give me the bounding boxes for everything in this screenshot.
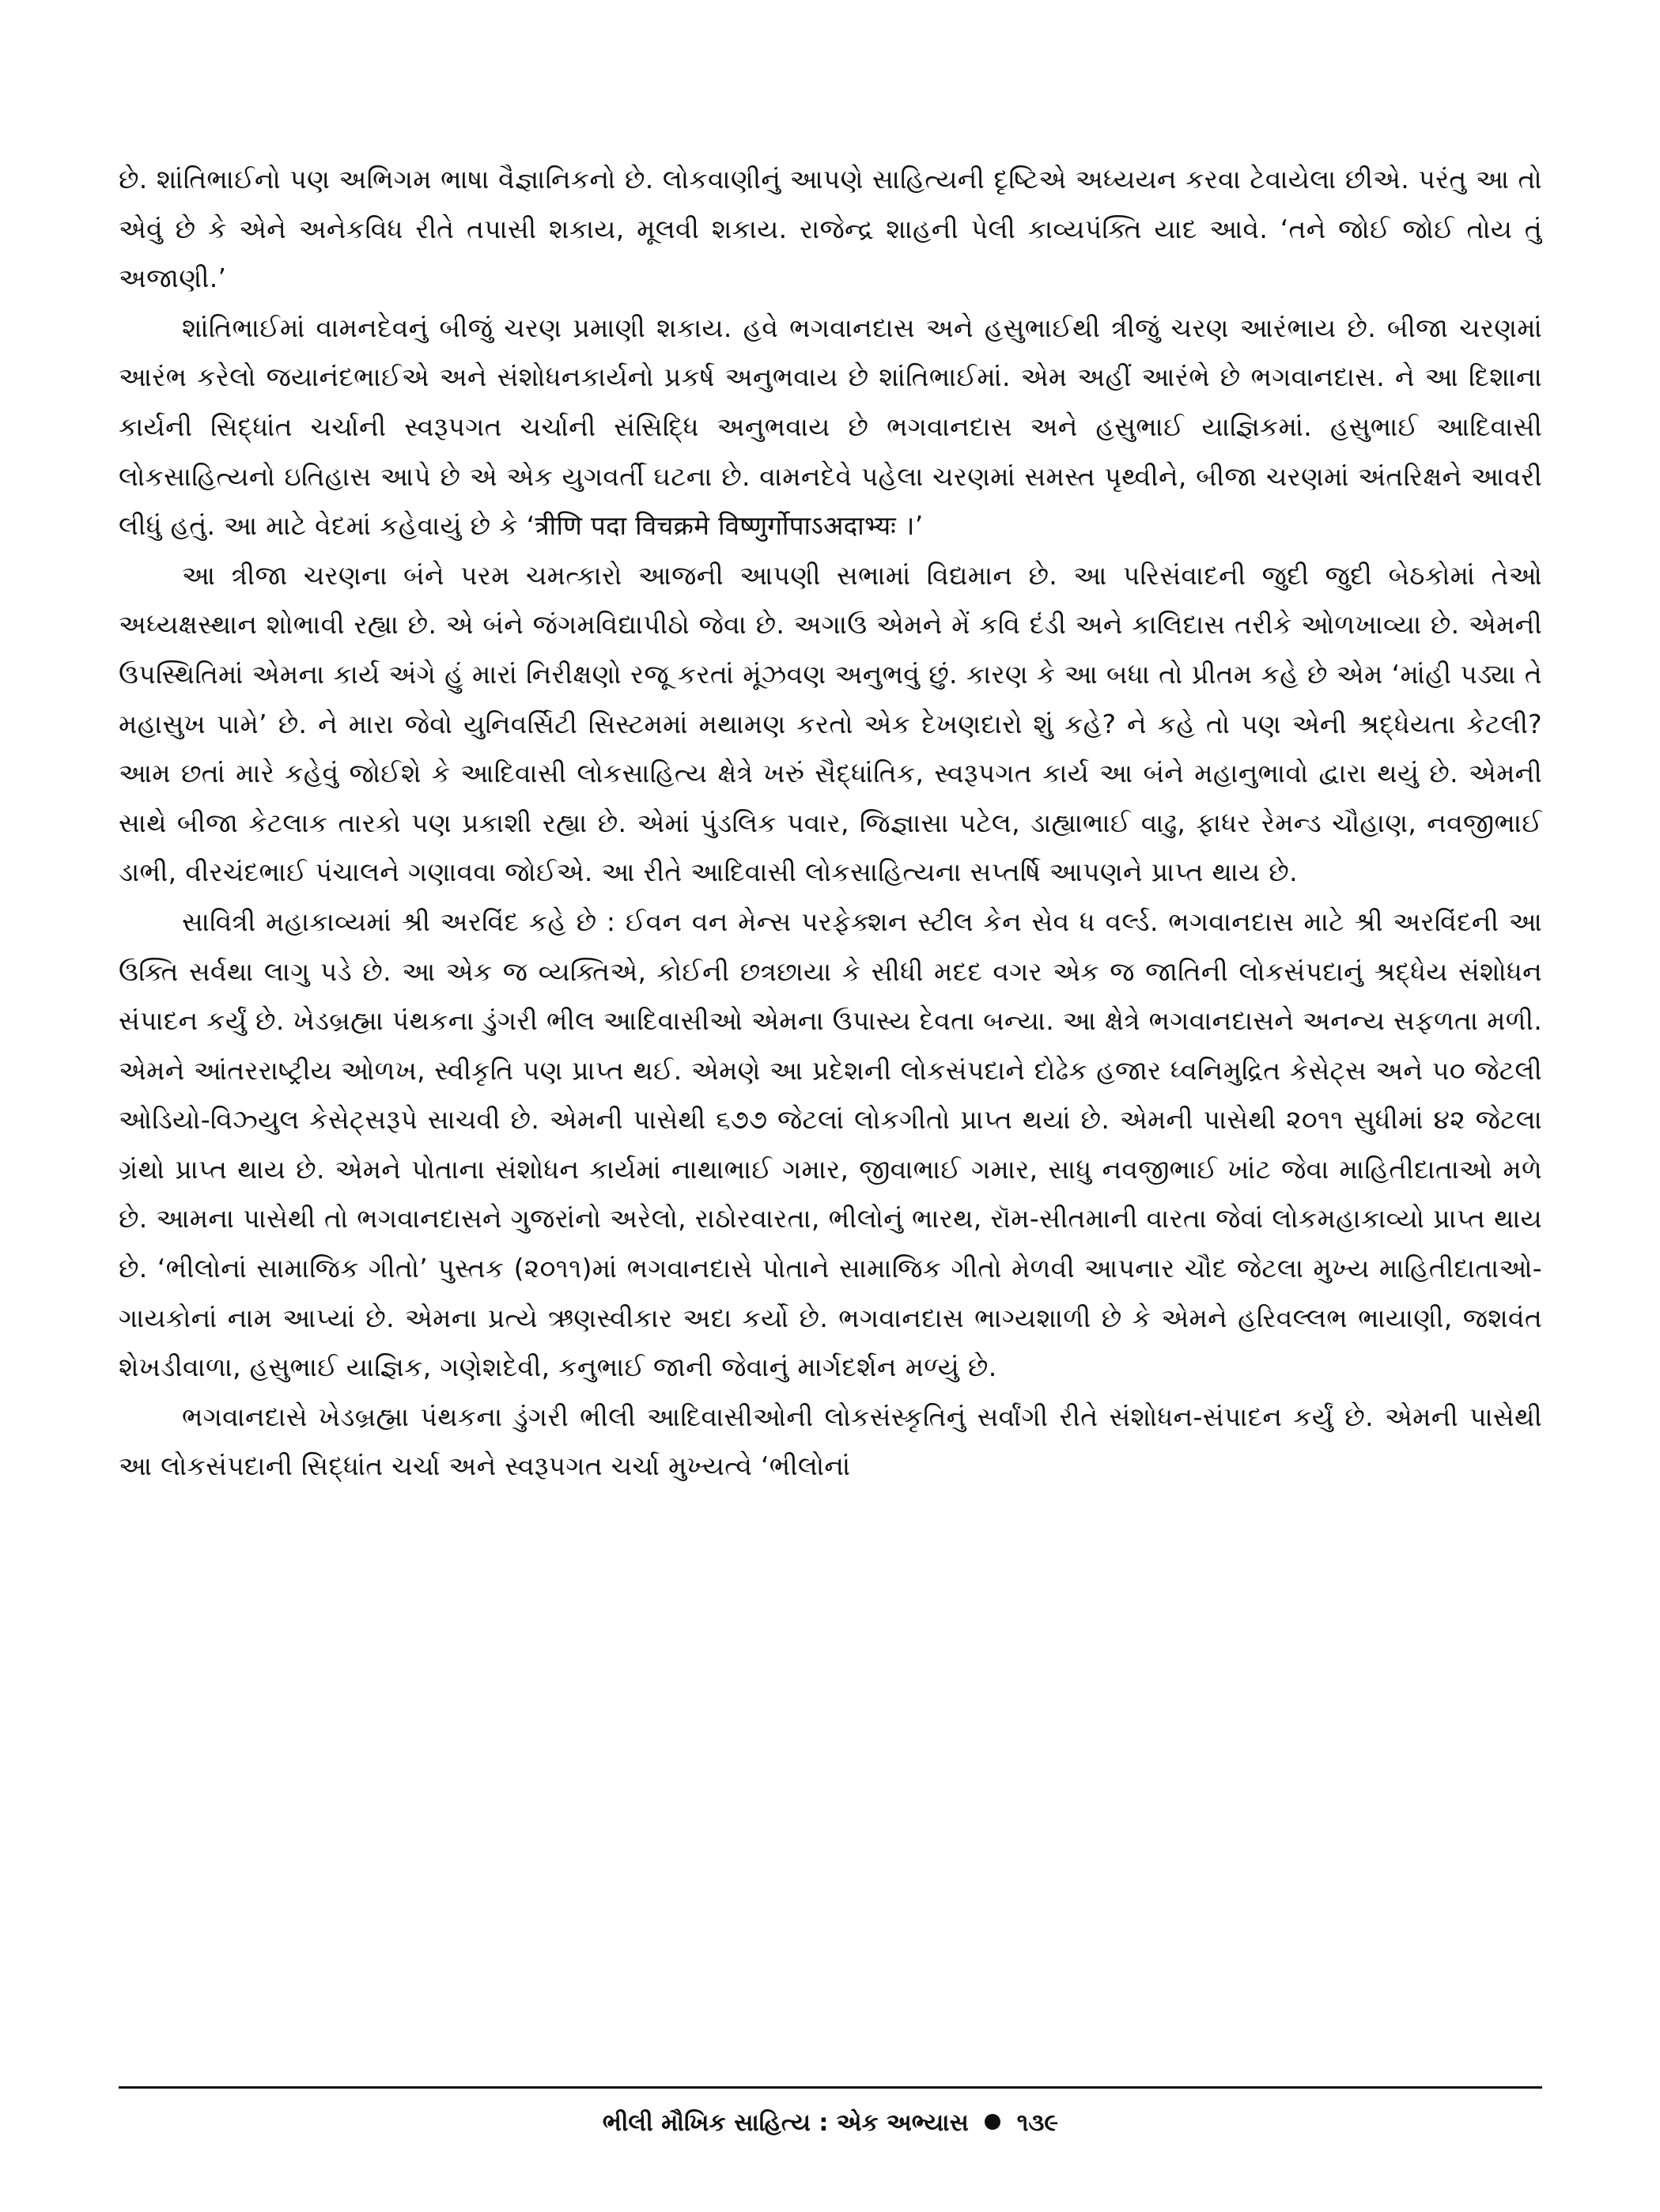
- paragraph-1: છે. શાંતિભાઈનો પણ અભિગમ ભાષા વૈજ્ઞાનિકનો છે. લોકવાણીનું આપણે સાહિત્યની દૃષ્ટિએ અધ્યયન કરવા ટેવાયેલા છીએ. પરંતુ આ તો એવું છે કે એને અનેકવિધ રીતે તપાસી શકાય, મૂલવી શકાય. રાજેન્દ્ર શાહની પેલી કાવ્યપંક્તિ યાદ આવે. ‘તને જોઈ જોઈ તોય તું અજાણી.’: [119, 164, 1542, 294]
- body-text: [119, 155, 1542, 2045]
- paragraph-3: આ ત્રીજા ચરણના બંને પરમ ચમત્કારો આજની આપણી સભામાં વિદ્યમાન છે. આ પરિસંવાદની જુદી જુદી બેઠકોમાં તેઓ અધ્યક્ષસ્થાન શોભાવી રહ્યા છે. એ બંને જંગમવિદ્યાપીઠો જેવા છે. અગાઉ એમને મેં કવિ દંડી અને કાલિદાસ તરીકે ઓળખાવ્યા છે. એમની ઉપસ્થિતિમાં એમના કાર્ય અંગે હું મારાં નિરીક્ષણો રજૂ કરતાં મૂંઝવણ અનુભવું છું. કારણ કે આ બધા તો પ્રીતમ કહે છે એમ ‘માંહી પડ્યા તે મહાસુખ પામે’ છે. ને મારા જેવો યુનિવર્સિટી સિસ્ટમમાં મથામણ કરતો એક દેખણદારો શું કહે? ને કહે તો પણ એની શ્રદ્ધેયતા કેટલી? આમ છતાં મારે કહેવું જોઈશે કે આદિવાસી લોકસાહિત્ય ક્ષેત્રે ખરું સૈદ્ધાંતિક, સ્વરૂપગત કાર્ય આ બંને મહાનુભાવો દ્વારા થયું છે. એમની સાથે બીજા કેટલાક તારકો પણ પ્રકાશી રહ્યા છે. એમાં પુંડલિક પવાર, જિજ્ઞાસા પટેલ, ડાહ્યાભાઈ વાઢુ, ફાધર રેમન્ડ ચૌહાણ, નવજીભાઈ ડાભી, વીરચંદભાઈ પંચાલને ગણાવવા જોઈએ. આ રીતે આદિવાસી લોકસાહિત્યના સપ્તર્ષિ આપણને પ્રાપ્ત થાય છે.: [119, 559, 1542, 888]
- paragraph-5: ભગવાનદાસે ખેડબ્રહ્મા પંથકના ડુંગરી ભીલી આદિવાસીઓની લોકસંસ્કૃતિનું સર્વાંગી રીતે સંશોધન-સંપાદન કર્યું છે. એમની પાસેથી આ લોકસંપદાની સિદ્ધાંત ચર્ચા અને સ્વરૂપગત ચર્ચા મુખ્યત્વે ‘ભીલોનાં: [119, 1401, 1542, 1482]
- paragraph-2: શાંતિભાઈમાં વામનદેવનું બીજું ચરણ પ્રમાણી શકાય. હવે ભગવાનદાસ અને હસુભાઈથી ત્રીજું ચરણ આરંભાય છે. બીજા ચરણમાં આરંભ કરેલો જયાનંદભાઈએ અને સંશોધનકાર્યનો પ્રકર્ષ અનુભવાય છે શાંતિભાઈમાં. એમ અહીં આરંભે છે ભગવાનદાસ. ને આ દિશાના કાર્યની સિદ્ધાંત ચર્ચાની સ્વરૂપગત ચર્ચાની સંસિદ્ધિ અનુભવાય છે ભગવાનદાસ અને હસુભાઈ યાજ્ઞિકમાં. હસુભાઈ આદિવાસી લોકસાહિત્યનો ઇતિહાસ આપે છે એ એક યુગવર્તી ઘટના છે. વામનદેવે પહેલા ચરણમાં સમસ્ત પૃથ્વીને, બીજા ચરણમાં અંતરિક્ષને આવરી લીધું હતું. આ માટે વેદમાં કહેવાયું છે કે ‘त्रीणि पदा विचक्रमे विष्णुर्गोपाऽअदाभ्यः ।’: [119, 312, 1542, 542]
- footer-rule: [119, 2086, 1542, 2089]
- bullet-icon: [985, 2114, 1000, 2130]
- footer-book-title: ભીલી મૌખિક સાહિત્ય : એક અભ્યાસ: [602, 2109, 969, 2137]
- page-footer: [119, 2108, 1542, 2139]
- page-number: ૧૩૯: [1016, 2109, 1059, 2137]
- paragraph-4: સાવિત્રી મહાકાવ્યમાં શ્રી અરવિંદ કહે છે : ઈવન વન મેન્સ પરફેક્શન સ્ટીલ કેન સેવ ધ વર્લ્ડ. ભગવાનદાસ માટે શ્રી અરવિંદની આ ઉક્તિ સર્વથા લાગુ પડે છે. આ એક જ વ્યક્તિએ, કોઈની છત્રછાયા કે સીધી મદદ વગર એક જ જાતિની લોકસંપદાનું શ્રદ્ધેય સંશોધન સંપાદન કર્યું છે. ખેડબ્રહ્મા પંથકના ડુંગરી ભીલ આદિવાસીઓ એમના ઉપાસ્ય દેવતા બન્યા. આ ક્ષેત્રે ભગવાનદાસને અનન્ય સફળતા મળી. એમને આંતરરાષ્ટ્રીય ઓળખ, સ્વીકૃતિ પણ પ્રાપ્ત થઈ. એમણે આ પ્રદેશની લોકસંપદાને દોઢેક હજાર ધ્વનિમુદ્રિત કેસેટ્સ અને ૫૦ જેટલી ઓડિયો-વિઝ્યુલ કેસેટ્સરૂપે સાચવી છે. એમની પાસેથી ૬૭૭ જેટલાં લોકગીતો પ્રાપ્ત થયાં છે. એમની પાસેથી ૨૦૧૧ સુધીમાં ૪૨ જેટલા ગ્રંથો પ્રાપ્ત થાય છે. એમને પોતાના સંશોધન કાર્યમાં નાથાભાઈ ગમાર, જીવાભાઈ ગમાર, સાધુ નવજીભાઈ ખાંટ જેવા માહિતીદાતાઓ મળે છે. આમના પાસેથી તો ભગવાનદાસને ગુજરાંનો અરેલો, રાઠોરવારતા, ભીલોનું ભારથ, રૉમ-સીતમાની વારતા જેવાં લોકમહાકાવ્યો પ્રાપ્ત થાય છે. ‘ભીલોનાં સામાજિક ગીતો’ પુસ્તક (૨૦૧૧)માં ભગવાનદાસે પોતાને સામાજિક ગીતો મેળવી આપનાર ચૌદ જેટલા મુખ્ય માહિતીદાતાઓ-ગાયકોનાં નામ આપ્યાં છે. એમના પ્રત્યે ઋણસ્વીકાર અદા કર્યો છે. ભગવાનદાસ ભાગ્યશાળી છે કે એમને હરિવલ્લભ ભાયાણી, જશવંત શેખડીવાળા, હસુભાઈ યાજ્ઞિક, ગણેશદેવી, કનુભાઈ જાની જેવાનું માર્ગદર્શન મળ્યું છે.: [119, 906, 1542, 1383]
